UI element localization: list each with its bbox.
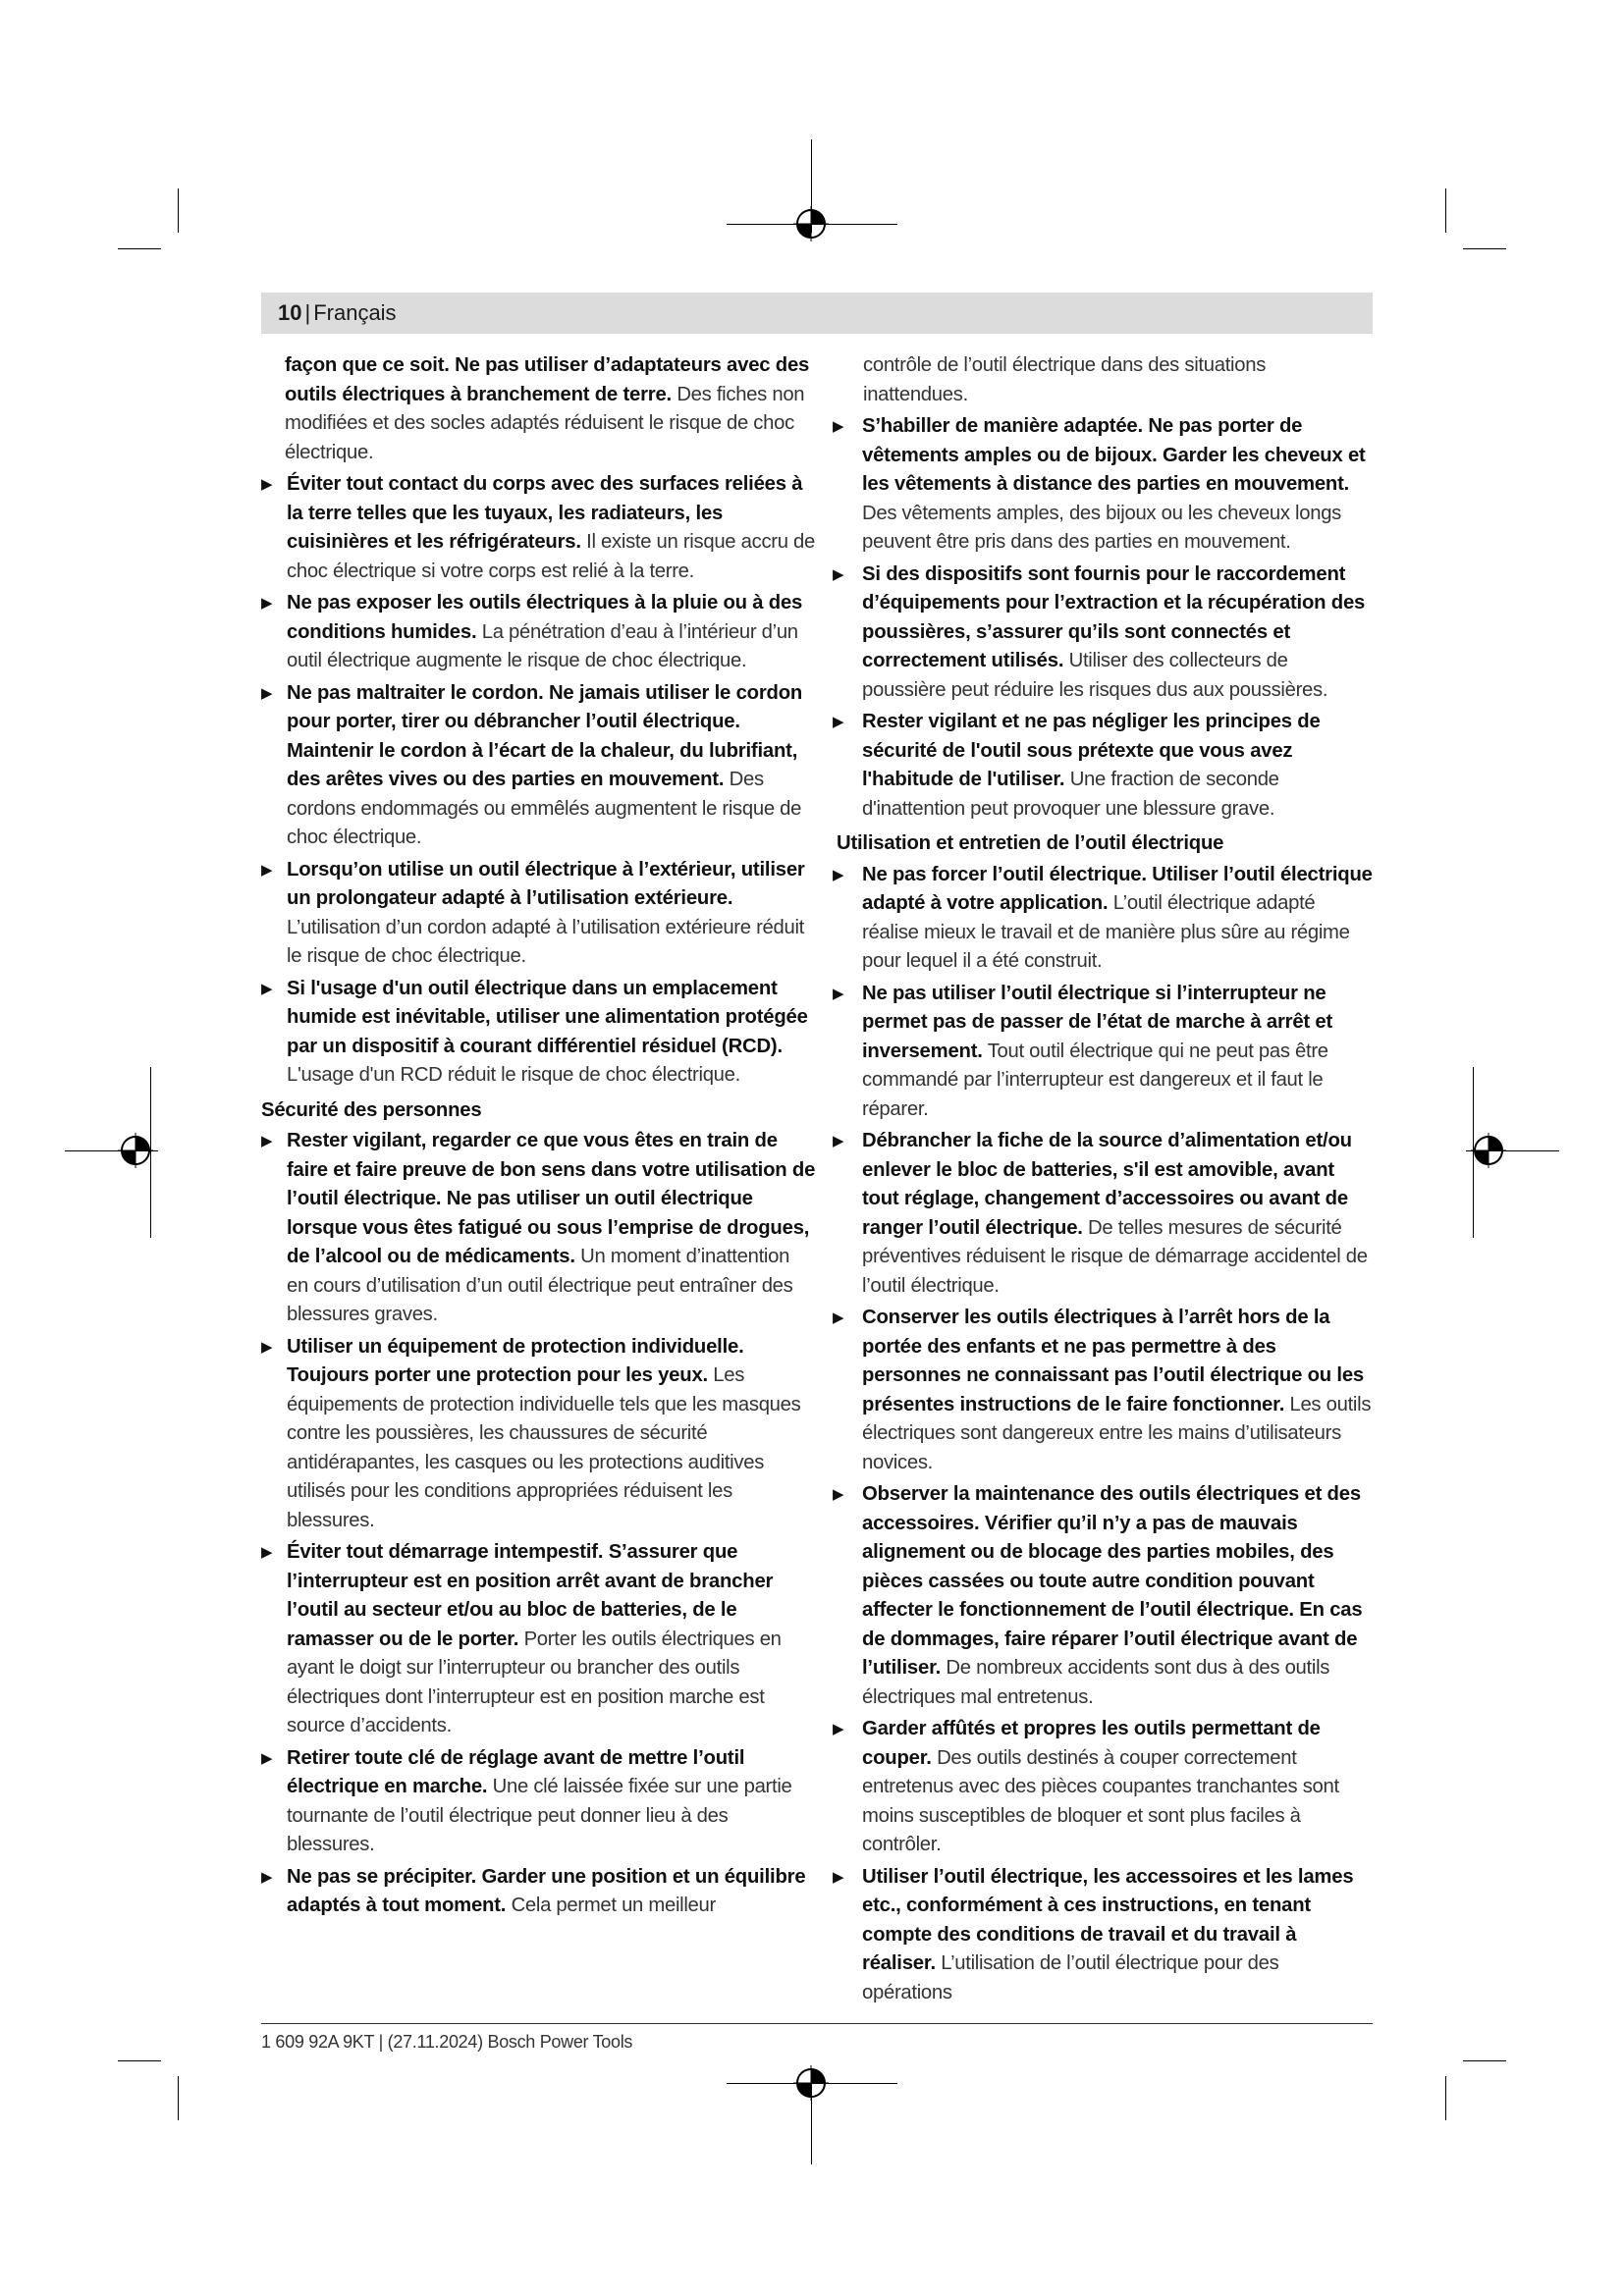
page-header-text: [278, 299, 397, 327]
item-normal: L’utilisation de l’outil électrique pour des opérations: [862, 1952, 1279, 2003]
item-normal: Les équipements de protection individuelle tels que les masques contre les poussières, les chaussures de sécurité antidérapantes, les casques ou les protections auditives utilisés pour les conditions appropriées réduisent les blessures.: [287, 1364, 801, 1531]
left-intro-paragraph: [261, 351, 816, 467]
section-title-tool-use-care: Utilisation et entretien de l’outil électrique: [837, 832, 1224, 854]
item-normal: La pénétration d’eau à l’intérieur d’un outil électrique augmente le risque de choc électrique.: [287, 620, 798, 671]
intro-normal: Des fiches non modifiées et des socles adaptés réduisent le risque de choc électrique.: [285, 383, 805, 463]
item-bold: Ne pas maltraiter le cordon. Ne jamais utiliser le cordon pour porter, tirer ou débrancher l’outil électrique. Maintenir le cordon à l’écart de la chaleur, du lubrifiant, des arêtes vives ou des parties en mouvement.: [287, 681, 803, 790]
right-column: [833, 351, 1373, 2010]
list-item: [261, 1333, 816, 1536]
item-normal: Une fraction de seconde d'inattention peut provoquer une blessure grave.: [862, 769, 1279, 820]
bullet-arrow-icon: ▶: [833, 714, 844, 730]
list-item: [261, 470, 816, 586]
bullet-arrow-icon: ▶: [261, 1338, 273, 1356]
list-item: [833, 1863, 1373, 2008]
registration-target-icon: [1471, 1133, 1506, 1168]
crop-mark: [118, 248, 161, 249]
crop-mark: [178, 2076, 179, 2120]
bullet-arrow-icon: ▶: [261, 476, 273, 493]
item-bold: Rester vigilant, regarder ce que vous êtes en train de faire et faire preuve de bon sens dans votre utilisation de l’outil électrique. Ne pas utiliser un outil électrique lorsque vous êtes fatigué ou sous l’emprise de drogues, de l’alcool ou de médicaments.: [287, 1130, 816, 1267]
bullet-arrow-icon: ▶: [833, 1868, 844, 1886]
header-separator: |: [304, 300, 311, 325]
bullet-arrow-icon: ▶: [833, 985, 844, 1002]
bullet-arrow-icon: ▶: [833, 565, 844, 583]
list-item: [261, 975, 816, 1091]
list-item: [261, 1127, 816, 1330]
bullet-arrow-icon: ▶: [261, 684, 273, 702]
item-normal: Des vêtements amples, des bijoux ou les cheveux longs peuvent être pris dans des parties en mouvement.: [862, 502, 1342, 553]
item-normal: Cela permet un meilleur: [506, 1895, 716, 1916]
footer-text: 1 609 92A 9KT | (27.11.2024) Bosch Power Tools: [261, 2032, 633, 2052]
list-item: [261, 856, 816, 972]
item-bold: Conserver les outils électriques à l’arrêt hors de la portée des enfants et ne pas permettre à des personnes ne connaissant pas l’outil électrique ou les présentes instructions de le faire fonctionner.: [862, 1307, 1365, 1415]
list-item: [261, 1744, 816, 1860]
item-bold: Lorsqu’on utilise un outil électrique à l’extérieur, utiliser un prolongateur adapté à l’utilisation extérieure.: [287, 858, 805, 909]
bullet-arrow-icon: ▶: [261, 1133, 273, 1149]
bullet-arrow-icon: ▶: [261, 1749, 273, 1767]
item-normal: Les outils électriques sont dangereux entre les mains d’utilisateurs novices.: [862, 1393, 1372, 1473]
item-normal: L’utilisation d’un cordon adapté à l’utilisation extérieure réduit le risque de choc électrique.: [287, 916, 805, 967]
page-header: [261, 293, 1373, 334]
crop-mark: [118, 2060, 161, 2061]
crop-mark: [1445, 2076, 1446, 2120]
item-normal: Utiliser des collecteurs de poussière peut réduire les risques dus aux poussières.: [862, 650, 1328, 701]
item-bold: Observer la maintenance des outils électriques et des accessoires. Vérifier qu’il n’y a pas de mauvais alignement ou de blocage des parties mobiles, des pièces cassées ou toute autre condition pouvant affecter le fonctionnement de l’outil électrique. En cas de dommages, faire réparer l’outil électrique avant de l’utiliser.: [862, 1483, 1363, 1679]
header-language: Français: [313, 300, 397, 325]
bullet-arrow-icon: ▶: [833, 1133, 844, 1149]
item-normal: Il existe un risque accru de choc électrique si votre corps est relié à la terre.: [287, 531, 816, 582]
left-column: [261, 351, 816, 1924]
item-bold: Si des dispositifs sont fournis pour le raccordement d’équipements pour l’extraction et la récupération des poussières, s’assurer qu’ils sont connectés et correctement utilisés.: [862, 562, 1366, 671]
bullet-arrow-icon: ▶: [833, 1309, 844, 1326]
registration-target-icon: [118, 1133, 153, 1168]
item-bold: Ne pas utiliser l’outil électrique si l’interrupteur ne permet pas de passer de l’état de marche à arrêt et inversement.: [862, 982, 1333, 1062]
bullet-arrow-icon: ▶: [833, 1721, 844, 1737]
bullet-arrow-icon: ▶: [261, 595, 273, 612]
item-normal: Des cordons endommagés ou emmêlés augmentent le risque de choc électrique.: [287, 769, 802, 848]
registration-target-icon: [793, 2065, 829, 2101]
list-item: [833, 980, 1373, 1125]
item-bold: Ne pas se précipiter. Garder une position et un équilibre adaptés à tout moment.: [287, 1865, 806, 1916]
list-item: [261, 589, 816, 676]
item-normal: De nombreux accidents sont dus à des outils électriques mal entretenus.: [862, 1657, 1330, 1708]
item-bold: Garder affûtés et propres les outils permettant de couper.: [862, 1718, 1321, 1769]
footer-rule: [261, 2023, 1373, 2024]
crop-mark: [1445, 188, 1446, 233]
bullet-arrow-icon: ▶: [261, 980, 273, 997]
item-bold: S’habiller de manière adaptée. Ne pas porter de vêtements amples ou de bijoux. Garder les cheveux et les vêtements à distance des parties en mouvement.: [862, 415, 1366, 495]
list-item: [833, 1480, 1373, 1712]
list-item: [833, 561, 1373, 706]
bullet-arrow-icon: ▶: [261, 1868, 273, 1886]
bullet-arrow-icon: ▶: [261, 861, 273, 879]
intro-bold: façon que ce soit. Ne pas utiliser d’adaptateurs avec des outils électriques à branchement de terre.: [285, 354, 810, 405]
right-intro-paragraph: [837, 351, 1373, 409]
item-bold: Rester vigilant et ne pas négliger les principes de sécurité de l'outil sous prétexte que vous avez l'habitude de l'utiliser.: [862, 711, 1321, 790]
crop-mark: [1463, 248, 1506, 249]
list-item: [833, 412, 1373, 558]
item-normal: Porter les outils électriques en ayant le doigt sur l’interrupteur ou brancher des outils électriques dont l’interrupteur est en position marche est source d’accidents.: [287, 1628, 782, 1736]
item-bold: Ne pas exposer les outils électriques à la pluie ou à des conditions humides.: [287, 592, 803, 643]
section-title-personal-safety: Sécurité des personnes: [261, 1098, 482, 1121]
item-bold: Retirer toute clé de réglage avant de mettre l’outil électrique en marche.: [287, 1746, 745, 1797]
list-item: [833, 1304, 1373, 1477]
item-bold: Éviter tout contact du corps avec des surfaces reliées à la terre telles que les tuyaux, les radiateurs, les cuisinières et les réfrigérateurs.: [287, 473, 803, 553]
list-item: [261, 1863, 816, 1921]
crop-mark: [1463, 2060, 1506, 2061]
list-item: [833, 1715, 1373, 1860]
item-normal: L'usage d'un RCD réduit le risque de choc électrique.: [287, 1064, 740, 1086]
item-normal: De telles mesures de sécurité préventives réduisent le risque de démarrage accidentel de l’outil électrique.: [862, 1216, 1368, 1297]
bullet-arrow-icon: ▶: [833, 1486, 844, 1503]
list-item: [833, 708, 1373, 824]
bullet-arrow-icon: ▶: [833, 866, 844, 883]
bullet-arrow-icon: ▶: [261, 1544, 273, 1561]
item-bold: Si l'usage d'un outil électrique dans un emplacement humide est inévitable, utiliser une alimentation protégée par un dispositif à courant différentiel résiduel (RCD).: [287, 977, 808, 1057]
item-bold: Utiliser un équipement de protection individuelle. Toujours porter une protection pour les yeux.: [287, 1335, 744, 1386]
item-normal: Une clé laissée fixée sur une partie tournante de l’outil électrique peut donner lieu à des blessures.: [287, 1776, 792, 1855]
list-item: [833, 861, 1373, 977]
item-normal: Tout outil électrique qui ne peut pas être commandé par l’interrupteur est dangereux et il faut le réparer.: [862, 1040, 1328, 1120]
list-item: [833, 1127, 1373, 1301]
bullet-arrow-icon: ▶: [833, 418, 844, 435]
item-normal: Un moment d’inattention en cours d’utilisation d’un outil électrique peut entraîner des blessures graves.: [287, 1246, 793, 1325]
item-bold: Ne pas forcer l’outil électrique. Utiliser l’outil électrique adapté à votre application.: [862, 863, 1373, 914]
item-bold: Utiliser l’outil électrique, les accessoires et les lames etc., conformément à ces instructions, en tenant compte des conditions de travail et du travail à réaliser.: [862, 1865, 1354, 1974]
item-normal: L’outil électrique adapté réalise mieux le travail et de manière plus sûre au régime pour lequel il a été construit.: [862, 892, 1350, 972]
crop-mark: [178, 188, 179, 233]
page-number: 10: [278, 300, 302, 325]
item-bold: Débrancher la fiche de la source d’alimentation et/ou enlever le bloc de batteries, s'il est amovible, avant tout réglage, changement d’accessoires ou avant de ranger l’outil électrique.: [862, 1130, 1352, 1239]
registration-target-icon: [793, 206, 829, 241]
item-normal: Des outils destinés à couper correctement entretenus avec des pièces coupantes tranchantes sont moins susceptibles de bloquer et sont plus faciles à contrôler.: [862, 1746, 1339, 1855]
item-bold: Éviter tout démarrage intempestif. S’assurer que l’interrupteur est en position arrêt avant de brancher l’outil au secteur et/ou au bloc de batteries, de le ramasser ou de le porter.: [287, 1541, 774, 1650]
list-item: [261, 679, 816, 853]
list-item: [261, 1538, 816, 1741]
intro-normal: contrôle de l’outil électrique dans des situations inattendues.: [863, 354, 1267, 405]
